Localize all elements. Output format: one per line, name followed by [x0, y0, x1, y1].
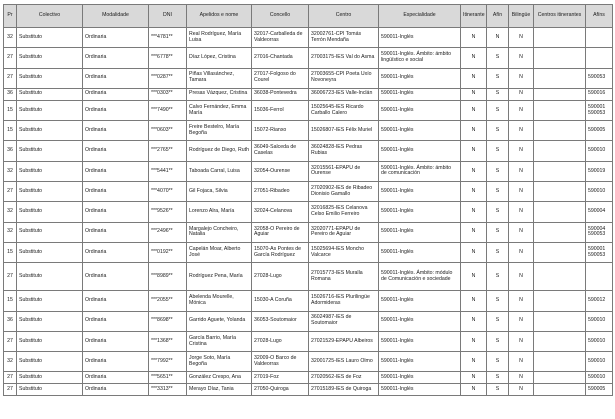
table-row — [4, 291, 613, 311]
cell-nome: González Crespo, Ana — [187, 372, 252, 384]
cell-modalidade: Ordinaria — [83, 28, 149, 48]
col-centros-itinerantes-header: Centros itinerantes — [534, 5, 586, 28]
cell-itinerante: N — [461, 384, 487, 396]
cell-pr: 32 — [4, 202, 17, 222]
cell-modalidade: Ordinaria — [83, 291, 149, 311]
cell-especialidade: 590011-Inglés — [379, 311, 461, 331]
col-itinerante-header: Itinerante — [461, 5, 487, 28]
cell-centro: 15025645-IES Ricardo Carballo Calero — [309, 100, 379, 120]
cell-afin: S — [487, 263, 509, 291]
cell-centro: 27020902-IES de Ribadeo Dionisio Gamallo — [309, 182, 379, 202]
cell-afin: S — [487, 161, 509, 181]
cell-centros-itin — [534, 182, 586, 202]
cell-concello: 27019-Foz — [252, 372, 309, 384]
table-row — [4, 372, 613, 384]
cell-pr: 32 — [4, 28, 17, 48]
table-row — [4, 311, 613, 331]
cell-afin: S — [487, 384, 509, 396]
cell-itinerante: N — [461, 88, 487, 100]
cell-afins — [586, 28, 613, 48]
cell-centro: 27015189-IES de Quiroga — [309, 384, 379, 396]
cell-dni: ***4781** — [149, 28, 187, 48]
cell-especialidade: 590011-Inglés — [379, 384, 461, 396]
cell-bilingue: N — [509, 384, 534, 396]
cell-afins: 590005 — [586, 384, 613, 396]
cell-nome: Margalejo Concheiro, Natalia — [187, 222, 252, 242]
cell-colectivo: Substituto — [17, 48, 83, 68]
col-afin-header: Afín — [487, 5, 509, 28]
cell-afin: S — [487, 121, 509, 141]
cell-centro: 32020771-EPAPU de Pereiro de Aguiar — [309, 222, 379, 242]
cell-dni: ***4070** — [149, 182, 187, 202]
cell-centro: 27021529-EPAPU Albeiros — [309, 331, 379, 351]
cell-afin: S — [487, 100, 509, 120]
cell-centro: 15026807-IES Félix Muriel — [309, 121, 379, 141]
cell-afin: S — [487, 222, 509, 242]
assignments-table — [3, 4, 613, 396]
cell-especialidade: 590011-Inglés — [379, 372, 461, 384]
cell-dni: ***2055** — [149, 291, 187, 311]
cell-itinerante: N — [461, 141, 487, 161]
cell-pr: 32 — [4, 222, 17, 242]
col-centro-header: Centro — [309, 5, 379, 28]
cell-especialidade: 590011-Inglés — [379, 202, 461, 222]
table-row — [4, 161, 613, 181]
cell-afin: S — [487, 88, 509, 100]
cell-bilingue: N — [509, 222, 534, 242]
col-especialidade-header: Especialidade — [379, 5, 461, 28]
cell-pr: 36 — [4, 141, 17, 161]
cell-itinerante: N — [461, 331, 487, 351]
cell-colectivo: Substituto — [17, 263, 83, 291]
cell-nome: Presas Vázquez, Cristina — [187, 88, 252, 100]
cell-bilingue: N — [509, 242, 534, 262]
cell-concello: 15036-Ferrol — [252, 100, 309, 120]
cell-modalidade: Ordinaria — [83, 161, 149, 181]
cell-concello: 36053-Soutomaior — [252, 311, 309, 331]
cell-modalidade: Ordinaria — [83, 352, 149, 372]
cell-concello: 32054-Ourense — [252, 161, 309, 181]
cell-nome: Merayo Díaz, Tania — [187, 384, 252, 396]
cell-modalidade: Ordinaria — [83, 141, 149, 161]
cell-afins: 590016 — [586, 88, 613, 100]
table-row — [4, 88, 613, 100]
cell-afin: S — [487, 202, 509, 222]
cell-modalidade: Ordinaria — [83, 48, 149, 68]
cell-centros-itin — [534, 68, 586, 88]
cell-afin: S — [487, 311, 509, 331]
cell-afins: 590001 590053 — [586, 100, 613, 120]
cell-afin: S — [487, 331, 509, 351]
cell-centros-itin — [534, 121, 586, 141]
cell-bilingue: N — [509, 182, 534, 202]
cell-afins: 590004 590053 — [586, 222, 613, 242]
table-body — [4, 28, 613, 396]
cell-pr: 32 — [4, 352, 17, 372]
cell-centros-itin — [534, 141, 586, 161]
cell-nome: Piñas Villasánchez, Tamara — [187, 68, 252, 88]
cell-pr: 15 — [4, 242, 17, 262]
cell-especialidade: 590011-Inglés — [379, 68, 461, 88]
cell-afins: 590012 — [586, 291, 613, 311]
cell-afin: S — [487, 182, 509, 202]
cell-centro: 36024828-IES Pedras Rubias — [309, 141, 379, 161]
cell-nome: Taboada Carral, Luisa — [187, 161, 252, 181]
cell-bilingue: N — [509, 68, 534, 88]
cell-centro: 36024987-IES de Soutomaior — [309, 311, 379, 331]
cell-colectivo: Substituto — [17, 141, 83, 161]
col-concello-header: Concello — [252, 5, 309, 28]
cell-centros-itin — [534, 384, 586, 396]
cell-centro: 27020562-IES de Foz — [309, 372, 379, 384]
cell-colectivo: Substituto — [17, 88, 83, 100]
cell-centros-itin — [534, 28, 586, 48]
cell-modalidade: Ordinaria — [83, 68, 149, 88]
cell-centro: 32016825-IES Celanova Celso Emilio Ferreiro — [309, 202, 379, 222]
table-row — [4, 352, 613, 372]
cell-afins: 590004 — [586, 202, 613, 222]
cell-bilingue: N — [509, 141, 534, 161]
cell-centros-itin — [534, 311, 586, 331]
table-row — [4, 242, 613, 262]
cell-pr: 27 — [4, 331, 17, 351]
cell-modalidade: Ordinaria — [83, 100, 149, 120]
cell-centro: 32001725-IES Lauro Olmo — [309, 352, 379, 372]
cell-nome: Rodríguez de Diego, Ruth — [187, 141, 252, 161]
cell-concello: 32024-Celanova — [252, 202, 309, 222]
table-row — [4, 141, 613, 161]
cell-afins: 590010 — [586, 141, 613, 161]
cell-bilingue: N — [509, 331, 534, 351]
cell-colectivo: Substituto — [17, 242, 83, 262]
cell-especialidade: 590011-Inglés — [379, 141, 461, 161]
cell-nome: Freire Bestelro, María Begoña — [187, 121, 252, 141]
cell-concello: 27028-Lugo — [252, 263, 309, 291]
cell-modalidade: Ordinaria — [83, 384, 149, 396]
cell-concello: 15072-Rianxo — [252, 121, 309, 141]
table-row — [4, 68, 613, 88]
table-row — [4, 48, 613, 68]
cell-centros-itin — [534, 161, 586, 181]
cell-pr: 27 — [4, 182, 17, 202]
cell-afin: S — [487, 291, 509, 311]
cell-itinerante: N — [461, 352, 487, 372]
col-pr-header: Pr — [4, 5, 17, 28]
cell-afins — [586, 48, 613, 68]
cell-especialidade: 590011-Inglés — [379, 28, 461, 48]
cell-colectivo: Substituto — [17, 202, 83, 222]
cell-concello: 15070-As Pontes de García Rodríguez — [252, 242, 309, 262]
cell-concello: 32017-Carballeda de Valdeorras — [252, 28, 309, 48]
cell-itinerante: N — [461, 202, 487, 222]
cell-bilingue: N — [509, 121, 534, 141]
table-row — [4, 28, 613, 48]
cell-afins: 590001 590053 — [586, 242, 613, 262]
cell-dni: ***8989** — [149, 263, 187, 291]
cell-pr: 36 — [4, 311, 17, 331]
cell-afin: N — [487, 28, 509, 48]
col-apelidos-nome-header: Apelidos e nome — [187, 5, 252, 28]
cell-dni: ***2765** — [149, 141, 187, 161]
cell-centro: 36006723-IES Valle-Inclán — [309, 88, 379, 100]
cell-afins: 590053 — [586, 68, 613, 88]
cell-itinerante: N — [461, 121, 487, 141]
cell-dni: ***0303** — [149, 88, 187, 100]
cell-concello: 27028-Lugo — [252, 331, 309, 351]
cell-centro: 32002761-CPI Tomás Terrón Mendaña — [309, 28, 379, 48]
cell-nome: García Barrio, María Cristina — [187, 331, 252, 351]
cell-especialidade: 590011-Inglés. Ámbito: módulo de Comunicación e sociedade — [379, 263, 461, 291]
cell-nome: Díaz López, Cristina — [187, 48, 252, 68]
cell-concello: 27050-Quiroga — [252, 384, 309, 396]
cell-dni: ***7992** — [149, 352, 187, 372]
cell-afin: S — [487, 141, 509, 161]
cell-pr: 15 — [4, 121, 17, 141]
cell-pr: 36 — [4, 88, 17, 100]
cell-pr: 27 — [4, 384, 17, 396]
cell-itinerante: N — [461, 100, 487, 120]
cell-bilingue: N — [509, 202, 534, 222]
cell-colectivo: Substituto — [17, 161, 83, 181]
cell-centro: 15026716-IES Plurilingüe Adormideras — [309, 291, 379, 311]
cell-modalidade: Ordinaria — [83, 311, 149, 331]
cell-itinerante: N — [461, 263, 487, 291]
cell-pr: 15 — [4, 100, 17, 120]
cell-especialidade: 590011-Inglés — [379, 222, 461, 242]
cell-afin: S — [487, 352, 509, 372]
cell-especialidade: 590011-Inglés — [379, 182, 461, 202]
cell-colectivo: Substituto — [17, 222, 83, 242]
cell-afins: 590010 — [586, 182, 613, 202]
cell-colectivo: Substituto — [17, 28, 83, 48]
cell-bilingue: N — [509, 88, 534, 100]
table-row — [4, 182, 613, 202]
cell-centros-itin — [534, 202, 586, 222]
cell-especialidade: 590011-Inglés — [379, 242, 461, 262]
cell-colectivo: Substituto — [17, 372, 83, 384]
cell-nome: Rodríguez Pena, María — [187, 263, 252, 291]
cell-pr: 32 — [4, 161, 17, 181]
cell-afins: 590010 — [586, 372, 613, 384]
cell-itinerante: N — [461, 28, 487, 48]
cell-especialidade: 590011-Inglés — [379, 88, 461, 100]
cell-bilingue: N — [509, 28, 534, 48]
cell-dni: ***2496** — [149, 222, 187, 242]
cell-especialidade: 590011-Inglés — [379, 100, 461, 120]
cell-afin: S — [487, 68, 509, 88]
cell-itinerante: N — [461, 311, 487, 331]
cell-centro: 15025694-IES Moncho Valcarce — [309, 242, 379, 262]
header-row — [4, 5, 613, 28]
cell-modalidade: Ordinaria — [83, 182, 149, 202]
cell-itinerante: N — [461, 222, 487, 242]
cell-afins: 590010 — [586, 311, 613, 331]
cell-pr: 15 — [4, 291, 17, 311]
cell-pr: 27 — [4, 372, 17, 384]
cell-dni: ***0287** — [149, 68, 187, 88]
cell-centros-itin — [534, 291, 586, 311]
cell-concello: 27016-Chantada — [252, 48, 309, 68]
col-colectivo-header: Colectivo — [17, 5, 83, 28]
cell-centros-itin — [534, 242, 586, 262]
cell-dni: ***1368** — [149, 331, 187, 351]
cell-afins: 590010 — [586, 331, 613, 351]
cell-dni: ***5441** — [149, 161, 187, 181]
cell-afin: S — [487, 242, 509, 262]
cell-centro: 27003655-CPI Poeta Uxío Novoneyra — [309, 68, 379, 88]
cell-modalidade: Ordinaria — [83, 331, 149, 351]
cell-colectivo: Substituto — [17, 352, 83, 372]
cell-itinerante: N — [461, 68, 487, 88]
cell-especialidade: 590011-Inglés — [379, 291, 461, 311]
table-row — [4, 222, 613, 242]
cell-nome: Gil Fojaca, Silvia — [187, 182, 252, 202]
cell-centro: 27015773-IES Muralla Romana — [309, 263, 379, 291]
cell-nome: Calvo Fernández, Emma María — [187, 100, 252, 120]
cell-afins: 590005 — [586, 121, 613, 141]
col-afins-header: Afíns — [586, 5, 613, 28]
cell-centros-itin — [534, 100, 586, 120]
cell-dni: ***3313** — [149, 384, 187, 396]
cell-centros-itin — [534, 372, 586, 384]
cell-especialidade: 590011-Inglés — [379, 121, 461, 141]
cell-bilingue: N — [509, 161, 534, 181]
cell-especialidade: 590011-Inglés. Ámbito: ámbito lingüístico e social — [379, 48, 461, 68]
cell-centros-itin — [534, 352, 586, 372]
cell-concello: 27051-Ribadeo — [252, 182, 309, 202]
cell-pr: 27 — [4, 68, 17, 88]
cell-dni: ***9526** — [149, 202, 187, 222]
cell-concello: 36049-Salceda de Caselas — [252, 141, 309, 161]
cell-especialidade: 590011-Inglés. Ámbito: ámbito de comunicación — [379, 161, 461, 181]
table-header — [4, 5, 613, 28]
cell-centros-itin — [534, 263, 586, 291]
cell-afins: 590019 — [586, 161, 613, 181]
cell-colectivo: Substituto — [17, 311, 83, 331]
cell-dni: ***8698** — [149, 311, 187, 331]
cell-bilingue: N — [509, 372, 534, 384]
cell-nome: Garrido Aguete, Yolanda — [187, 311, 252, 331]
table-row — [4, 384, 613, 396]
col-modalidade-header: Modalidade — [83, 5, 149, 28]
cell-concello: 32009-O Barco de Valdeorras — [252, 352, 309, 372]
cell-modalidade: Ordinaria — [83, 202, 149, 222]
cell-colectivo: Substituto — [17, 182, 83, 202]
table-row — [4, 202, 613, 222]
cell-centros-itin — [534, 222, 586, 242]
cell-itinerante: N — [461, 242, 487, 262]
cell-itinerante: N — [461, 182, 487, 202]
cell-colectivo: Substituto — [17, 121, 83, 141]
cell-nome: Abelenda Mourelle, Mónica — [187, 291, 252, 311]
cell-modalidade: Ordinaria — [83, 222, 149, 242]
cell-afins — [586, 263, 613, 291]
cell-centros-itin — [534, 331, 586, 351]
cell-nome: Lorenzo Alra, María — [187, 202, 252, 222]
cell-itinerante: N — [461, 291, 487, 311]
cell-concello: 36038-Pontevedra — [252, 88, 309, 100]
cell-colectivo: Substituto — [17, 68, 83, 88]
cell-concello: 32058-O Pereiro de Aguiar — [252, 222, 309, 242]
cell-modalidade: Ordinaria — [83, 88, 149, 100]
cell-pr: 27 — [4, 263, 17, 291]
cell-bilingue: N — [509, 311, 534, 331]
cell-dni: ***0603** — [149, 121, 187, 141]
cell-modalidade: Ordinaria — [83, 263, 149, 291]
cell-itinerante: N — [461, 48, 487, 68]
cell-bilingue: N — [509, 48, 534, 68]
col-bilingue-header: Bilingüe — [509, 5, 534, 28]
col-dni-header: DNI — [149, 5, 187, 28]
table-row — [4, 331, 613, 351]
cell-modalidade: Ordinaria — [83, 242, 149, 262]
cell-colectivo: Substituto — [17, 384, 83, 396]
cell-nome: Capelán Moar, Alberto José — [187, 242, 252, 262]
table-row — [4, 121, 613, 141]
cell-especialidade: 590011-Inglés — [379, 352, 461, 372]
cell-nome: Real Rodríguez, María Luisa — [187, 28, 252, 48]
cell-dni: ***6778** — [149, 48, 187, 68]
cell-dni: ***5651** — [149, 372, 187, 384]
cell-centro: 32015561-EPAPU de Ourense — [309, 161, 379, 181]
cell-centro: 27003175-IES Val do Asma — [309, 48, 379, 68]
cell-dni: ***7490** — [149, 100, 187, 120]
cell-modalidade: Ordinaria — [83, 121, 149, 141]
cell-centros-itin — [534, 88, 586, 100]
cell-concello: 15030-A Coruña — [252, 291, 309, 311]
cell-bilingue: N — [509, 100, 534, 120]
cell-colectivo: Substituto — [17, 291, 83, 311]
cell-modalidade: Ordinaria — [83, 372, 149, 384]
cell-afin: S — [487, 48, 509, 68]
cell-bilingue: N — [509, 352, 534, 372]
cell-bilingue: N — [509, 263, 534, 291]
cell-nome: Jorge Soto, María Begoña — [187, 352, 252, 372]
cell-dni: ***0192** — [149, 242, 187, 262]
cell-especialidade: 590011-Inglés — [379, 331, 461, 351]
cell-afin: S — [487, 372, 509, 384]
table-row — [4, 100, 613, 120]
cell-bilingue: N — [509, 291, 534, 311]
cell-centros-itin — [534, 48, 586, 68]
cell-concello: 27017-Folgoso do Courel — [252, 68, 309, 88]
cell-itinerante: N — [461, 161, 487, 181]
cell-colectivo: Substituto — [17, 331, 83, 351]
table-row — [4, 263, 613, 291]
cell-itinerante: N — [461, 372, 487, 384]
cell-pr: 27 — [4, 48, 17, 68]
cell-colectivo: Substituto — [17, 100, 83, 120]
cell-afins: 590010 — [586, 352, 613, 372]
